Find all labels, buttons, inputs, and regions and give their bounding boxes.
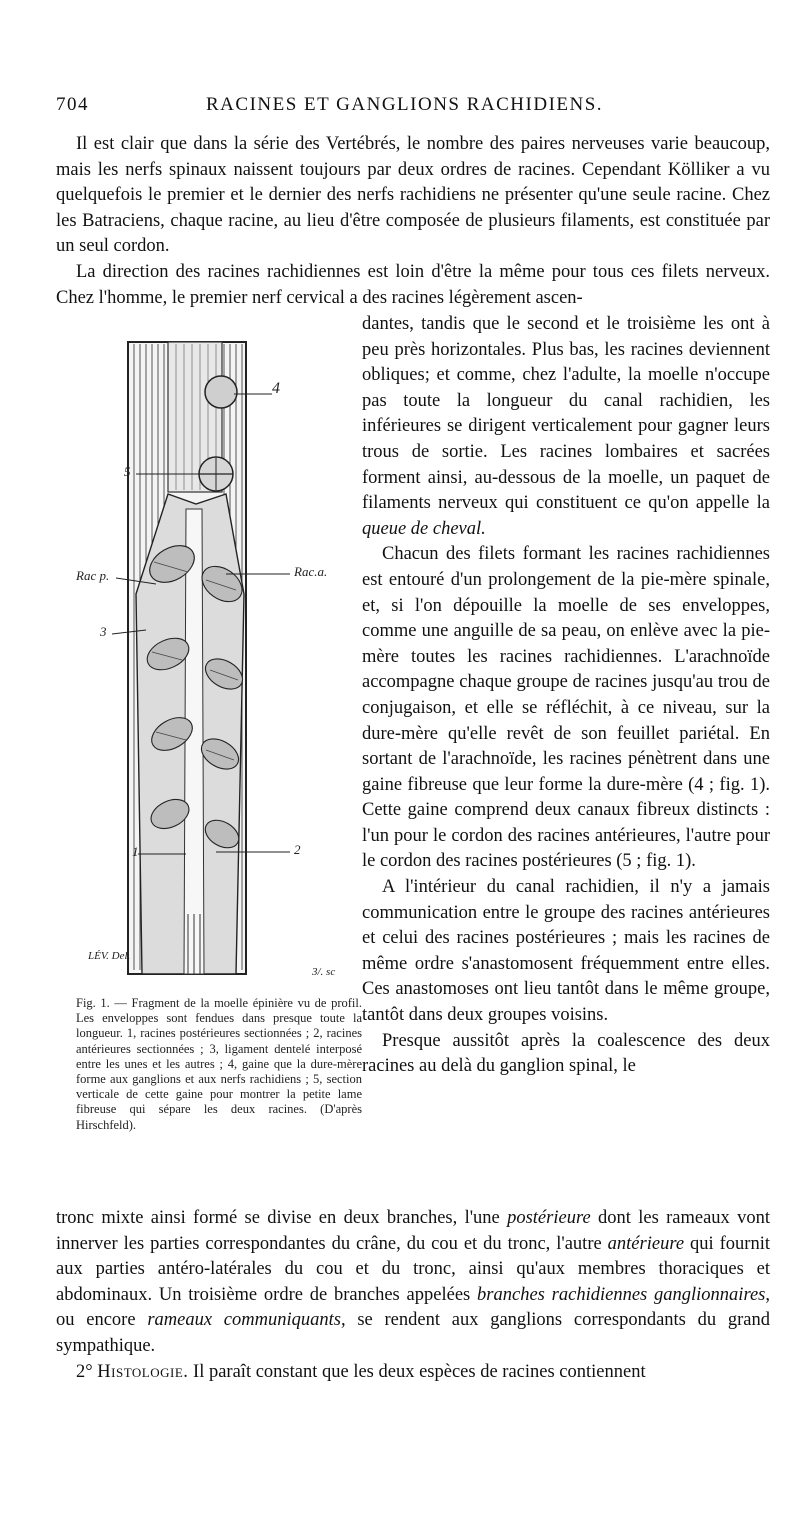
label-2: 2 xyxy=(294,842,301,857)
section-heading: Histologie. xyxy=(97,1361,189,1382)
caption-head: Fig. 1. — xyxy=(76,996,127,1010)
paragraph-pie-mere: Chacun des filets formant les racines rachidiennes est entouré d'un prolongement de la pie-mère spinale, et, si l'on dépouille la moelle de ses enveloppes, comme une anguille de sa peau, on enlève avec la pie-mère toutes les racines rachidiennes. L'arachnoïde accompagne chaque groupe de racines jusqu'au trou de conjugaison, et elle se réfléchit, à ce niveau, sur la dure-mère qu'elle revêt de son feuillet pariétal. En sortant de l'arachnoïde, les racines pénètrent dans une gaine fibreuse que leur forme la dure-mère (4 ; fig. 1). Cette gaine comprend deux canaux fibreux distincts : l'un pour le cordon des racines antérieures, l'autre pour le cordon des racines postérieures (5 ; fig. 1). xyxy=(362,544,770,872)
term-rameaux-communiquants: rameaux communiquants xyxy=(147,1310,341,1331)
term-queue-de-cheval: queue de cheval. xyxy=(362,518,486,539)
text-run: Il paraît constant que les deux espèces de racines contiennent xyxy=(188,1361,646,1382)
label-4: 4 xyxy=(272,380,280,397)
term-anterieure: antérieure xyxy=(607,1233,685,1254)
text-run: , ou encore xyxy=(56,1284,770,1331)
paragraph-branches xyxy=(56,1206,770,1360)
paragraph-histologie xyxy=(56,1360,770,1386)
text-run: dont les rameaux vont innerver les parties correspondantes du crâne, du cou et du tronc, l'autre xyxy=(56,1208,770,1254)
artist-credit: LÉV. Del. xyxy=(88,950,131,962)
term-branches-rachidiennes: branches rachidiennes ganglionnaires xyxy=(477,1284,766,1305)
paragraph-direction-continued xyxy=(362,312,770,542)
paragraph-vertebres: Il est clair que dans la série des Vertébrés, le nombre des paires nerveuses varie beaucoup, mais les nerfs spinaux naissent toujours par deux ordres de racines. Cependant Kölliker a vu quelquefois le premier et le dernier des nerfs rachidiens ne présenter qu'une seule racine. Chez les Batraciens, chaque racine, au lieu d'être composée de plusieurs filaments, est constituée par un seul cordon. xyxy=(56,134,770,257)
paragraph-direction: La direction des racines rachidiennes est loin d'être la même pour tous ces filets nerveux. Chez l'homme, le premier nerf cervical a des racines légèrement ascen- xyxy=(56,261,770,308)
label-rac-a: Rac.a. xyxy=(294,564,328,579)
caption-text: Fragment de la moelle épinière vu de profil. Les enveloppes sont fendues dans presque toute la longueur. 1, racines postérieures sectionnées ; 2, racines antérieures sectionnées ; 3, ligament dentelé interposé entre les unes et les autres ; 4, gaine que la dure-mère forme aux ganglions et aux nerfs rachidiens ; 5, section verticale de cette gaine pour montrer la petite lame fibreuse qui sépare les deux racines. (D'après Hirschfeld). xyxy=(76,996,362,1132)
figure-caption xyxy=(76,996,362,1133)
term-posterieure: postérieure xyxy=(507,1208,591,1228)
figure-1 xyxy=(76,334,366,982)
text-run: , se rendent aux ganglions correspondants du grand sympathique. xyxy=(56,1310,771,1356)
intro-text xyxy=(56,132,770,311)
spinal-cord-illustration xyxy=(76,334,366,982)
page-number: 704 xyxy=(56,94,89,115)
running-title: RACINES ET GANGLIONS RACHIDIENS. xyxy=(206,94,604,115)
label-3: 3 xyxy=(100,624,107,639)
text-run: dantes, tandis que le second et le troisième les ont à peu près horizontales. Plus bas, les racines deviennent obliques; et comme, chez l'adulte, la moelle n'occupe pas toute la longueur du canal rachidien, les inférieures se dirigent verticalement pour gagner leurs trous de sortie. Les racines lombaires et sacrées forment ainsi, au-dessous de la moelle, un paquet de filaments nerveux qui constituent ce qu'on appelle la xyxy=(362,314,770,514)
running-header xyxy=(56,92,770,120)
section-number: 2° xyxy=(76,1361,93,1382)
text-run: qui fournit aux parties antéro-latérales du cou et du tronc, ainsi qu'aux membres thoraciques et abdominaux. Un troisième ordre de branches appelées xyxy=(56,1233,770,1305)
engraver-credit: 3/. sc xyxy=(312,966,336,978)
label-rac-p: Rac p. xyxy=(76,568,110,583)
label-1: 1 xyxy=(132,844,139,859)
paragraph-coalescence-start: Presque aussitôt après la coalescence des deux racines au delà du ganglion spinal, le xyxy=(362,1030,770,1077)
outro-text xyxy=(56,1206,770,1385)
label-5: 5 xyxy=(124,464,131,479)
side-column-text xyxy=(362,312,770,1080)
paragraph-anastomoses: A l'intérieur du canal rachidien, il n'y a jamais communication entre le groupe des racines antérieures et celui des racines postérieures ; mais les racines de même ordre s'anastomosent fréquemment entre elles. Ces anastomoses ont lieu tantôt dans le même groupe, tantôt dans deux groupes voisins. xyxy=(362,877,770,1026)
text-run: tronc mixte ainsi formé se divise en deux branches, l'une xyxy=(56,1208,508,1228)
